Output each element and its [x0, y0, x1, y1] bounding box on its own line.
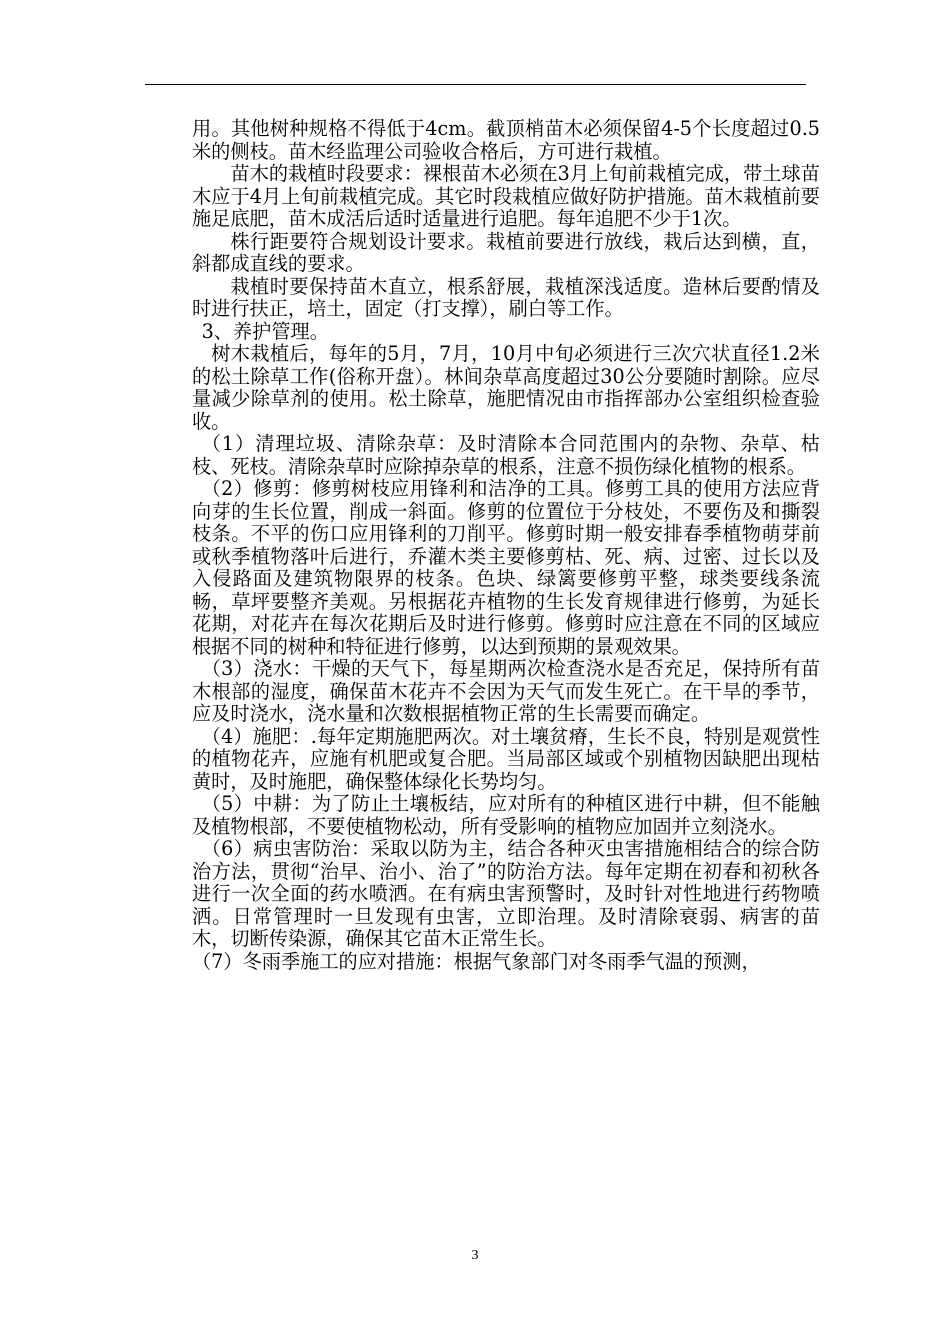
paragraph-4: 栽植时要保持苗木直立，根系舒展，栽植深浅适度。造林后要酌情及时进行扶正，培土，固定（打支撑），刷白等工作。: [192, 274, 820, 320]
paragraph-6: 树木栽植后，每年的5月，7月，10月中旬必须进行三次穴状直径1.2米的松土除草工作(俗称开盘）。林间杂草高度超过30公分要随时割除。应尽量减少除草剂的使用。松土除草，施肥情况由市指挥部办公室组织检查验收。: [192, 342, 820, 433]
document-body: [192, 118, 820, 973]
paragraph-12: （6）病虫害防治：采取以防为主，结合各种灭虫害措施相结合的综合防治方法，贯彻“治早、治小、治了”的防治方法。每年定期在初春和初秋各进行一次全面的药水喷洒。在有病虫害预警时，及时针对性地进行药物喷洒。日常管理时一旦发现有虫害，立即治理。及时清除衰弱、病害的苗木，切断传染源，确保其它苗木正常生长。: [192, 837, 820, 950]
section-heading: 3、养护管理。: [201, 319, 329, 343]
paragraph-3: 株行距要符合规划设计要求。栽植前要进行放线，栽后达到横，直，斜都成直线的要求。: [192, 229, 820, 275]
header-rule: [145, 84, 806, 85]
paragraph-9: （3）浇水：干燥的天气下，每星期两次检查浇水是否充足，保持所有苗木根部的湿度，确保苗木花卉不会因为天气而发生死亡。在干旱的季节，应及时浇水，浇水量和次数根据植物正常的生长需要而确定。: [192, 657, 820, 725]
paragraph-11: （5）中耕：为了防止土壤板结，应对所有的种植区进行中耕，但不能触及植物根部，不要使植物松动，所有受影响的植物应加固并立刻浇水。: [192, 792, 820, 838]
paragraph-1: 用。其他树种规格不得低于4cm。截顶梢苗木必须保留4-5个长度超过0.5米的侧枝。苗木经监理公司验收合格后，方可进行栽植。: [192, 117, 820, 163]
paragraph-2: 苗木的栽植时段要求：裸根苗木必须在3月上旬前栽植完成，带土球苗木应于4月上旬前栽植完成。其它时段栽植应做好防护措施。苗木栽植前要施足底肥，苗木成活后适时适量进行追肥。每年追肥不少于1次。: [192, 162, 820, 230]
paragraph-10: （4）施肥：.每年定期施肥两次。对土壤贫瘠，生长不良，特别是观赏性的植物花卉，应施有机肥或复合肥。当局部区域或个别植物因缺肥出现枯黄时，及时施肥，确保整体绿化长势均匀。: [192, 724, 820, 793]
paragraph-8: （2）修剪：修剪树枝应用锋利和洁净的工具。修剪工具的使用方法应背向芽的生长位置，削成一斜面。修剪的位置位于分枝处，不要伤及和撕裂枝条。不平的伤口应用锋利的刀削平。修剪时期一般安排春季植物萌芽前或秋季植物落叶后进行，乔灌木类主要修剪枯、死、病、过密、过长以及入侵路面及建筑物限界的枝条。色块、绿篱要修剪平整，球类要线条流畅，草坪要整齐美观。另根据花卉植物的生长发育规律进行修剪，为延长花期，对花卉在每次花期后及时进行修剪。修剪时应注意在不同的区域应根据不同的树种和特征进行修剪，以达到预期的景观效果。: [192, 477, 820, 658]
page-number: 3: [471, 1248, 479, 1263]
paragraph-7: （1）清理垃圾、清除杂草：及时清除本合同范围内的杂物、杂草、枯枝、死枝。清除杂草时应除掉杂草的根系，注意不损伤绿化植物的根系。: [192, 432, 820, 478]
paragraph-13: （7）冬雨季施工的应对措施：根据气象部门对冬雨季气温的预测，: [192, 949, 761, 973]
